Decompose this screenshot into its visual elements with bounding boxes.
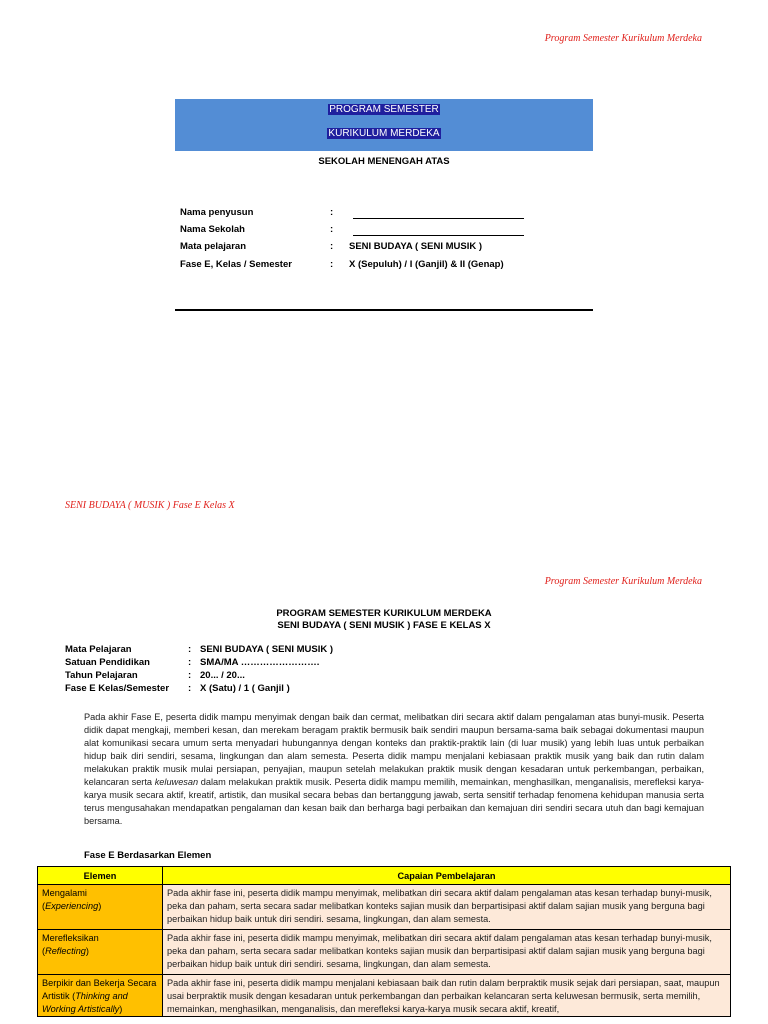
field-label: Mata pelajaran [180,241,246,252]
banner-title-line2: KURIKULUM MERDEKA [328,128,440,139]
capaian-cell: Pada akhir fase ini, peserta didik mampu menyimak, melibatkan diri secara aktif dalam pengalaman atas kesan terhadap bunyi-musik, peka dan paham, serta secara sadar melibatkan konteks sajian musik dan berpartisipasi aktif dalam sajian musik yang berguna bagi perbaikan hidup baik untuk diri sendiri. sesama, lingkungan, dan alam semesta. [163,885,731,930]
elemen-name: Merefleksikan [42,933,99,943]
info-label: Satuan Pendidikan [65,657,150,668]
elemen-cell: Berpikir dan Bekerja Secara Artistik (Thinking and Working Artistically) [38,975,163,1017]
school-level: SEKOLAH MENENGAH ATAS [318,156,450,167]
page-header: Program Semester Kurikulum Merdeka [544,33,702,44]
table-header-row [38,867,731,885]
divider [175,309,593,311]
field-colon: : [330,224,334,235]
fill-in-line [353,235,524,236]
capaian-cell: Pada akhir fase ini, peserta didik mampu menjalani kebiasaan baik dan rutin dalam berpraktik musik sejak dari persiapan, saat, maupun usai berpraktik musik dengan kesadaran untuk perkembangan dan perbaikan kelancaran serta keluwesan bermusik, serta memilih, memainkan, menghasilkan, menganalisis, dan merefleksi karya-karya musik secara aktif, kreatif, [163,975,731,1017]
banner-title-line1: PROGRAM SEMESTER [329,104,439,115]
document-title [0,608,768,632]
elemen-cell: Merefleksikan (Reflecting) [38,930,163,975]
header-elemen: Elemen [38,867,163,885]
info-value: 20... / 20... [200,670,245,681]
field-label: Nama penyusun [180,207,254,218]
field-colon: : [330,207,334,218]
field-label: Nama Sekolah [180,224,245,235]
elemen-english: Reflecting [45,946,86,956]
info-label: Mata Pelajaran [65,644,132,655]
header-capaian: Capaian Pembelajaran [163,867,731,885]
info-value: SMA/MA ……………………. [200,657,320,668]
field-colon: : [330,241,334,252]
page-header: Program Semester Kurikulum Merdeka [544,576,702,587]
capaian-cell: Pada akhir fase ini, peserta didik mampu menyimak, melibatkan diri secara aktif dalam pengalaman atas kesan terhadap bunyi-musik, peka dan paham, serta secara sadar melibatkan konteks sajian musik dan berpartisipasi aktif dalam sajian musik yang berguna bagi perbaikan hidup baik untuk diri sendiri. sesama, lingkungan, dan alam semesta. [163,930,731,975]
field-value: X (Sepuluh) / I (Ganjil) & II (Genap) [349,259,504,270]
info-colon: : [188,644,192,655]
field-value: SENI BUDAYA ( SENI MUSIK ) [349,241,483,252]
table-row [38,975,731,1017]
description-paragraph [84,711,704,828]
fill-in-line [353,218,524,219]
section-title: Fase E Berdasarkan Elemen [84,850,212,861]
table-row [38,885,731,930]
info-label: Tahun Pelajaran [65,670,138,681]
title-line1: PROGRAM SEMESTER KURIKULUM MERDEKA [276,608,492,619]
info-label: Fase E Kelas/Semester [65,683,170,694]
field-label: Fase E, Kelas / Semester [180,259,292,270]
paragraph-text-part1: Pada akhir Fase E, peserta didik mampu menyimak dengan baik dan cermat, melibatkan diri secara aktif dalam pengalaman atas bunyi-musik. Peserta didik dapat mengkaji, memberi kesan, dan merekam beragam praktik bermusik baik sendiri maupun bersama-sama baik sebagai dokumentasi maupun alat komunikasi secara umum serta menyadari hubungannya dengan konteks dan praktik-praktik lain (di luar musik) yang lebih luas untuk perbaikan hidup baik diri sendiri, sesama, lingkungan dan alam semesta. Peserta didik mampu menjalani kebiasaan praktik musik yang baik dan rutin dalam melakukan praktik musik mulai persiapan, penyajian, maupun setelah melakukan praktik musik dengan kesadaran untuk perkembangan, perbaikan, kelancaran serta [84,712,704,787]
paragraph-italic-term: keluwesan [154,777,199,787]
elemen-table [37,866,731,1017]
page-footer: SENI BUDAYA ( MUSIK ) Fase E Kelas X [65,500,235,511]
info-colon: : [188,670,192,681]
field-colon: : [330,259,334,270]
info-value: SENI BUDAYA ( SENI MUSIK ) [200,644,334,655]
elemen-cell: Mengalami (Experiencing) [38,885,163,930]
elemen-english: Thinking and Working Artistically [42,991,128,1014]
info-colon: : [188,657,192,668]
paragraph-text-part2: dalam melakukan praktik musik. Peserta didik mampu memilih, memainkan, menghasilkan, menganalisis, merefleksi karya-karya musik secara aktif, kreatif, artistik, dan musikal secara bebas dan bertanggung jawab, serta sensitif terhadap fenomena kehidupan manusia serta terus mengusahakan mendapatkan pengalaman dan kesan baik dan berharga bagi perbaikan dan kemajuan diri sendiri secara utuh dan bagi kemajuan bersama. [84,777,704,826]
title-line2: SENI BUDAYA ( SENI MUSIK ) FASE E KELAS X [277,620,491,631]
elemen-name: Mengalami [42,888,87,898]
elemen-english: Experiencing [45,901,99,911]
table-row [38,930,731,975]
title-banner [175,99,593,151]
elemen-name: Berpikir dan Bekerja Secara Artistik [42,978,157,1001]
info-colon: : [188,683,192,694]
info-value: X (Satu) / 1 ( Ganjil ) [200,683,290,694]
